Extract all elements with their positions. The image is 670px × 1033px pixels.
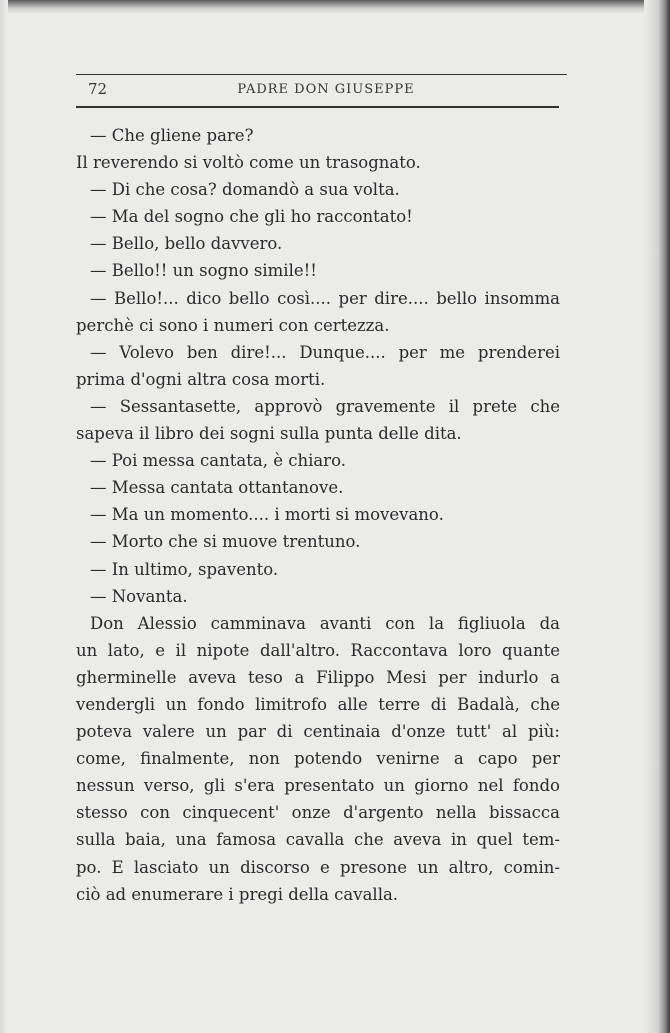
text-line: prima d'ogni altra cosa morti. xyxy=(76,369,326,389)
text-line: — Volevo ben dire!... Dunque.... per me prenderei xyxy=(90,342,560,362)
header-top-rule xyxy=(76,74,567,75)
text-line: — Ma un momento.... i morti si movevano. xyxy=(90,505,444,525)
text-line: — Sessantasette, approvò gravemente il prete che xyxy=(90,396,560,416)
text-line: — In ultimo, spavento. xyxy=(90,559,279,579)
text-line: — Bello!! un sogno simile!! xyxy=(90,261,317,281)
text-line: come, finalmente, non potendo venirne a capo per xyxy=(76,749,560,769)
text-line: un lato, e il nipote dall'altro. Raccontava loro quante xyxy=(76,640,560,660)
book-spine-edge xyxy=(644,0,670,1033)
text-line: — Messa cantata ottantanove. xyxy=(90,478,344,498)
page-number: 72 xyxy=(88,80,108,98)
page-left-margin-shadow xyxy=(0,0,8,1033)
text-line: sulla baia, una famosa cavalla che aveva in quel tem- xyxy=(76,830,560,850)
page-top-shadow xyxy=(0,0,670,14)
text-line: vendergli un fondo limitrofo alle terre di Badalà, che xyxy=(76,694,560,714)
text-line: poteva valere un par di centinaia d'onze tutt' al più: xyxy=(76,722,560,742)
body-text xyxy=(76,122,560,908)
header-bottom-rule xyxy=(76,106,559,108)
text-line: — Ma del sogno che gli ho raccontato! xyxy=(90,207,413,227)
text-line: — Morto che si muove trentuno. xyxy=(90,532,361,552)
text-line: — Poi messa cantata, è chiaro. xyxy=(90,451,346,471)
text-line: Don Alessio camminava avanti con la figliuola da xyxy=(90,613,560,633)
text-line: gherminelle aveva teso a Filippo Mesi per indurlo a xyxy=(76,667,560,687)
running-title: PADRE DON GIUSEPPE xyxy=(237,82,415,97)
text-line: perchè ci sono i numeri con certezza. xyxy=(76,315,390,335)
text-line: nessun verso, gli s'era presentato un giorno nel fondo xyxy=(76,776,560,796)
text-line: Il reverendo si voltò come un trasognato. xyxy=(76,153,421,173)
text-line: — Bello, bello davvero. xyxy=(90,234,283,254)
text-line: — Bello!... dico bello così.... per dire.... bello insomma xyxy=(90,288,560,308)
text-line: stesso con cinquecent' onze d'argento nella bissacca xyxy=(76,803,560,823)
text-line: — Novanta. xyxy=(90,586,188,606)
text-line: ciò ad enumerare i pregi della cavalla. xyxy=(76,884,399,904)
text-line: po. E lasciato un discorso e presone un altro, comin- xyxy=(76,857,560,877)
text-line: sapeva il libro dei sogni sulla punta delle dita. xyxy=(76,424,462,444)
text-line: — Di che cosa? domandò a sua volta. xyxy=(90,180,400,200)
text-line: — Che gliene pare? xyxy=(90,126,254,145)
